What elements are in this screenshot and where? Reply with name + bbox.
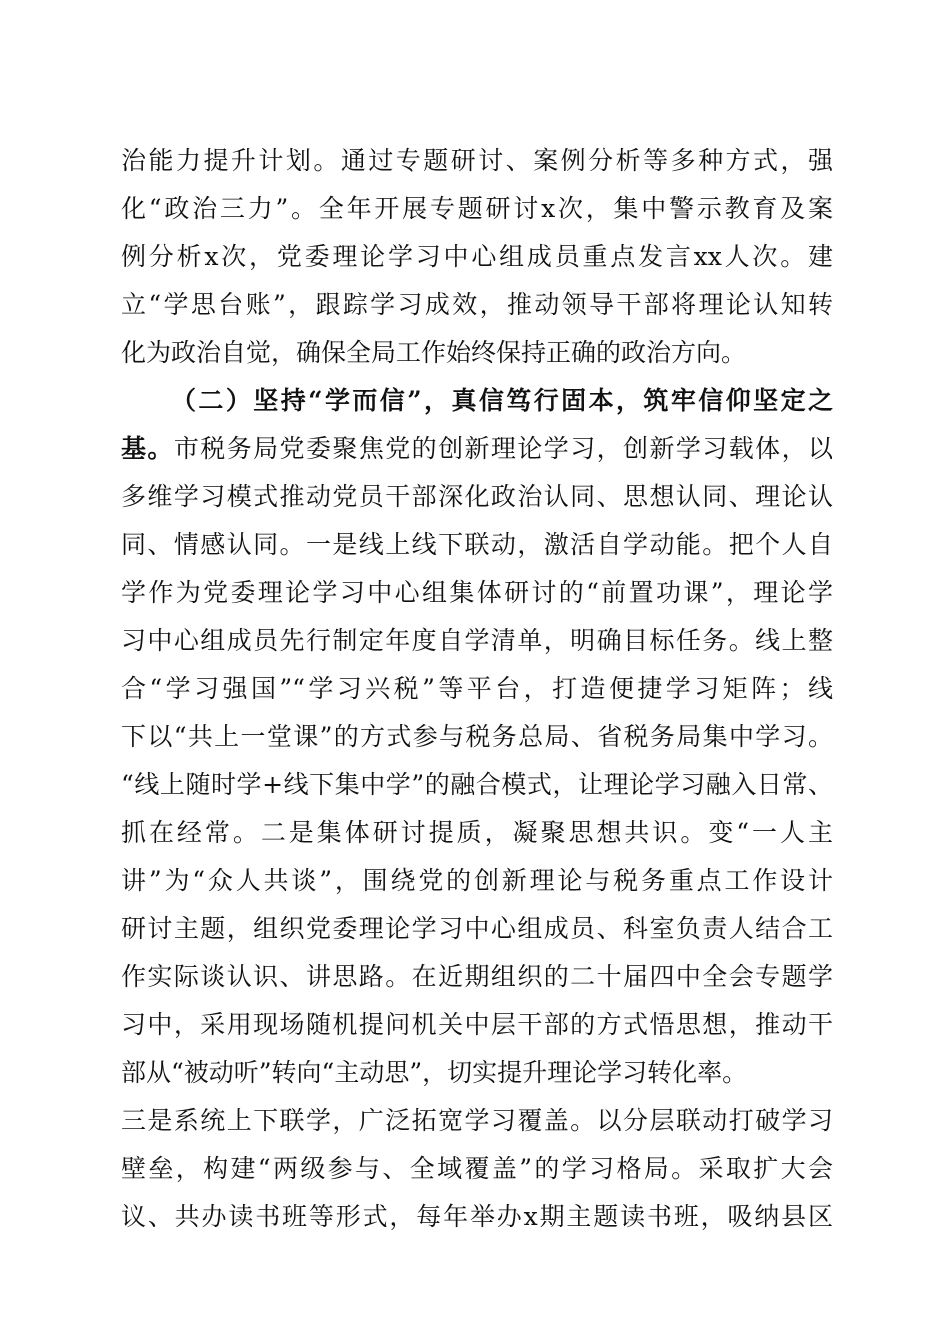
text-line: 多维学习模式推动党员干部深化政治认同、思想认同、理论认 [121,482,833,511]
text-line: 壁垒，构建“两级参与、全域覆盖”的学习格局。采取扩大会 [121,1154,833,1183]
text-line: 化为政治自觉，确保全局工作始终保持正确的政治方向。 [121,338,747,367]
text-line: 抓在经常。二是集体研讨提质，凝聚思想共识。变“一人主 [121,818,833,847]
text-line: 合“学习强国”“学习兴税”等平台，打造便捷学习矩阵；线 [121,674,833,703]
text-line: 化“政治三力”。全年开展专题研讨x次，集中警示教育及案 [121,194,833,223]
text-line: 议、共办读书班等形式，每年举办x期主题读书班，吸纳县区 [121,1202,833,1231]
text-line: 立“学思台账”，跟踪学习成效，推动领导干部将理论认知转 [121,290,833,319]
text-line: 同、情感认同。一是线上线下联动，激活自学动能。把个人自 [121,530,833,559]
text-line: 部从“被动听”转向“主动思”，切实提升理论学习转化率。 [121,1058,748,1087]
text-line: 习中，采用现场随机提问机关中层干部的方式悟思想，推动干 [121,1010,833,1039]
text-line: 作实际谈认识、讲思路。在近期组织的二十届四中全会专题学 [121,962,833,991]
heading-tail: 基。 [121,434,174,463]
text-line: 治能力提升计划。通过专题研讨、案例分析等多种方式，强 [121,146,833,175]
text-line: 三是系统上下联学，广泛拓宽学习覆盖。以分层联动打破学习 [121,1106,833,1135]
text-line: “线上随时学+线下集中学”的融合模式，让理论学习融入日常、 [121,770,833,799]
section-heading: （二）坚持“学而信”，真信笃行固本，筑牢信仰坚定之 [171,386,833,415]
text-line: 学作为党委理论学习中心组集体研讨的“前置功课”，理论学 [121,578,833,607]
text-line: 下以“共上一堂课”的方式参与税务总局、省税务局集中学习。 [121,722,833,751]
text-line: 习中心组成员先行制定年度自学清单，明确目标任务。线上整 [121,626,833,655]
body-text [121,137,833,1241]
text-line: 讲”为“众人共谈”，围绕党的创新理论与税务重点工作设计 [121,866,833,895]
paragraph-start: 市税务局党委聚焦党的创新理论学习，创新学习载体，以 [173,434,833,463]
text-line: 例分析x次，党委理论学习中心组成员重点发言xx人次。建 [121,242,833,271]
heading-continuation-line [121,425,833,473]
text-line: 研讨主题，组织党委理论学习中心组成员、科室负责人结合工 [121,914,833,943]
